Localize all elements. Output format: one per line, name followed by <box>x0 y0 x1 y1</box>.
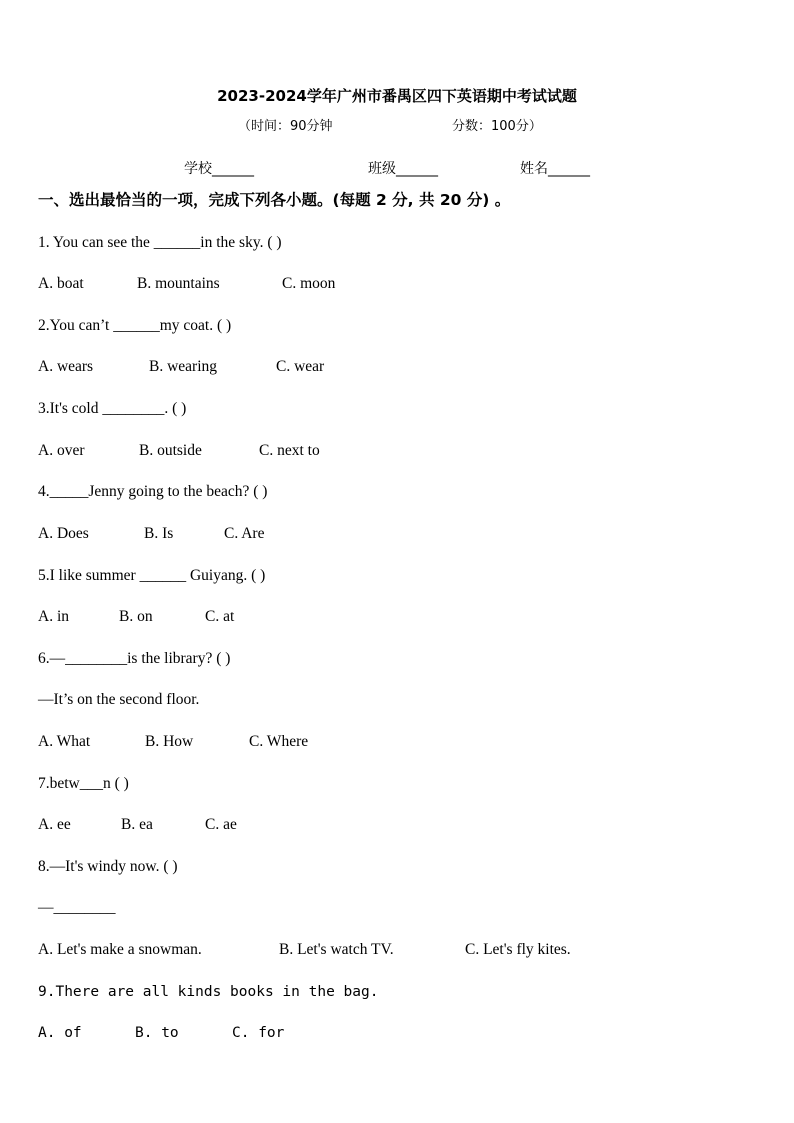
question-1-options <box>38 274 335 294</box>
option-b: B. outside <box>139 442 202 459</box>
question-7: 7.betw___n ( ) <box>38 775 129 792</box>
question-8-options <box>38 940 571 960</box>
question-9: 9.There are all kinds books in the bag. <box>38 984 379 1000</box>
question-4: 4._____Jenny going to the beach? ( ) <box>38 483 268 500</box>
option-a: A. wears <box>38 358 94 375</box>
option-c: C. next to <box>259 442 320 459</box>
option-a: A. Let's make a snowman. <box>38 941 202 958</box>
option-c: C. for <box>232 1025 285 1041</box>
name-field: 姓名______ <box>520 161 590 177</box>
option-c: C. moon <box>282 275 336 292</box>
section-heading: 一、选出最恰当的一项，完成下列各小题。(每题 2 分, 共 20 分) 。 <box>38 191 511 209</box>
option-b: B. Is <box>144 525 174 542</box>
exam-score: 分数：100分） <box>452 119 542 134</box>
option-c: C. Are <box>224 525 265 542</box>
question-6-answer-line: —It’s on the second floor. <box>38 691 200 708</box>
question-6: 6.—________is the library? ( ) <box>38 650 231 667</box>
option-b: B. mountains <box>137 275 220 292</box>
question-3-options <box>38 441 320 461</box>
exam-title: 2023-2024学年广州市番禺区四下英语期中考试试题 <box>217 87 577 105</box>
option-a: A. in <box>38 608 69 625</box>
option-c: C. ae <box>205 816 237 833</box>
option-c: C. wear <box>276 358 325 375</box>
option-b: B. ea <box>121 816 153 833</box>
question-8-answer-line: —________ <box>38 899 116 916</box>
option-c: C. Let's fly kites. <box>465 941 571 958</box>
question-4-options <box>38 524 264 544</box>
class-field: 班级______ <box>368 161 438 177</box>
question-5-options <box>38 607 234 627</box>
option-a: A. ee <box>38 816 71 833</box>
option-a: A. of <box>38 1025 82 1041</box>
question-5: 5.I like summer ______ Guiyang. ( ) <box>38 567 266 584</box>
question-1: 1. You can see the ______in the sky. ( ) <box>38 234 282 251</box>
option-b: B. to <box>135 1025 179 1041</box>
option-c: C. Where <box>249 733 309 750</box>
option-b: B. wearing <box>149 358 218 375</box>
school-field: 学校______ <box>184 161 254 177</box>
question-6-options <box>38 732 308 752</box>
option-c: C. at <box>205 608 235 625</box>
option-b: B. Let's watch TV. <box>279 941 394 958</box>
option-a: A. over <box>38 442 85 459</box>
option-a: A. What <box>38 733 91 750</box>
question-2: 2.You can’t ______my coat. ( ) <box>38 317 232 334</box>
question-7-options <box>38 815 237 835</box>
option-b: B. on <box>119 608 153 625</box>
question-2-options <box>38 357 324 377</box>
option-a: A. boat <box>38 275 84 292</box>
question-9-options <box>38 1023 284 1043</box>
option-b: B. How <box>145 733 194 750</box>
exam-time: （时间：90分钟 <box>238 119 333 134</box>
option-a: A. Does <box>38 525 89 542</box>
question-3: 3.It's cold ________. ( ) <box>38 400 187 417</box>
question-8: 8.—It's windy now. ( ) <box>38 858 178 875</box>
